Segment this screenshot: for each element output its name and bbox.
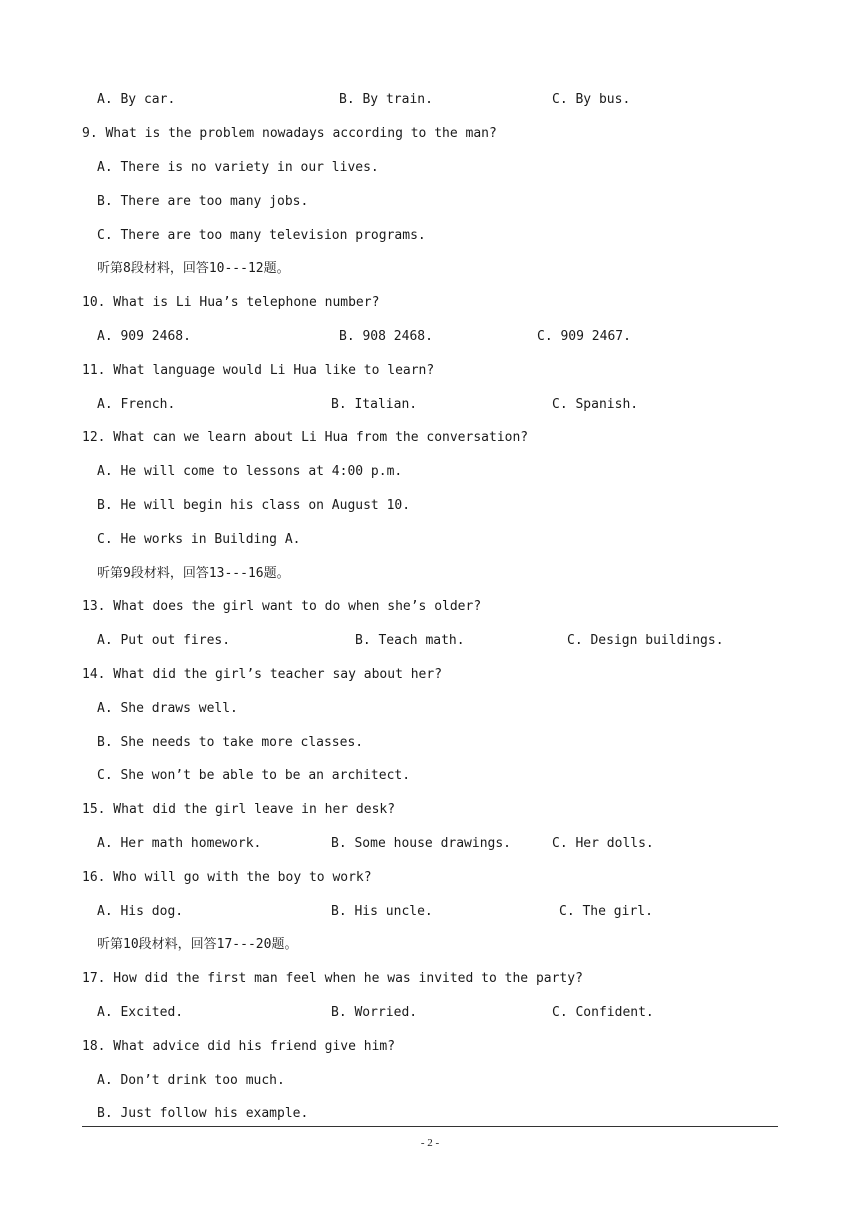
q13-option-b: B. Teach math. bbox=[355, 633, 465, 648]
section-10-heading: 听第10段材料，回答17---20题。 bbox=[97, 937, 298, 952]
q10-option-c: C. 909 2467. bbox=[537, 329, 631, 344]
q17-stem: 17. How did the first man feel when he was invited to the party? bbox=[82, 971, 583, 986]
q9-option-a: A. There is no variety in our lives. bbox=[97, 160, 379, 175]
q13-option-a: A. Put out fires. bbox=[97, 633, 231, 648]
q12-option-c: C. He works in Building A. bbox=[97, 532, 301, 547]
q12-option-a: A. He will come to lessons at 4:00 p.m. bbox=[97, 464, 403, 479]
section-8-heading: 听第8段材料，回答10---12题。 bbox=[97, 261, 290, 276]
q8-option-a: A. By car. bbox=[97, 92, 176, 107]
q15-stem: 15. What did the girl leave in her desk? bbox=[82, 802, 396, 817]
q9-option-b: B. There are too many jobs. bbox=[97, 194, 309, 209]
q12-stem: 12. What can we learn about Li Hua from the conversation? bbox=[82, 430, 529, 445]
q14-stem: 14. What did the girl’s teacher say about her? bbox=[82, 667, 443, 682]
page-number: - 2 - bbox=[420, 1137, 440, 1149]
q17-option-b: B. Worried. bbox=[331, 1005, 418, 1020]
footer-divider bbox=[82, 1126, 778, 1127]
q14-option-a: A. She draws well. bbox=[97, 701, 238, 716]
q16-option-b: B. His uncle. bbox=[331, 904, 433, 919]
q14-option-c: C. She won’t be able to be an architect. bbox=[97, 768, 411, 783]
q15-option-c: C. Her dolls. bbox=[552, 836, 654, 851]
q17-option-c: C. Confident. bbox=[552, 1005, 654, 1020]
q16-option-a: A. His dog. bbox=[97, 904, 184, 919]
q16-stem: 16. Who will go with the boy to work? bbox=[82, 870, 372, 885]
q10-option-a: A. 909 2468. bbox=[97, 329, 191, 344]
q11-option-a: A. French. bbox=[97, 397, 176, 412]
q8-option-c: C. By bus. bbox=[552, 92, 631, 107]
q14-option-b: B. She needs to take more classes. bbox=[97, 735, 364, 750]
q10-stem: 10. What is Li Hua’s telephone number? bbox=[82, 295, 380, 310]
q12-option-b: B. He will begin his class on August 10. bbox=[97, 498, 411, 513]
q16-option-c: C. The girl. bbox=[559, 904, 653, 919]
q18-option-a: A. Don’t drink too much. bbox=[97, 1073, 285, 1088]
q11-option-b: B. Italian. bbox=[331, 397, 418, 412]
q13-option-c: C. Design buildings. bbox=[567, 633, 724, 648]
q9-option-c: C. There are too many television programs. bbox=[97, 228, 426, 243]
q8-option-b: B. By train. bbox=[339, 92, 433, 107]
q13-stem: 13. What does the girl want to do when she’s older? bbox=[82, 599, 482, 614]
q18-option-b: B. Just follow his example. bbox=[97, 1106, 309, 1121]
q18-stem: 18. What advice did his friend give him? bbox=[82, 1039, 396, 1054]
q15-option-b: B. Some house drawings. bbox=[331, 836, 512, 851]
q9-stem: 9. What is the problem nowadays according to the man? bbox=[82, 126, 497, 141]
q15-option-a: A. Her math homework. bbox=[97, 836, 262, 851]
q11-stem: 11. What language would Li Hua like to learn? bbox=[82, 363, 435, 378]
q10-option-b: B. 908 2468. bbox=[339, 329, 433, 344]
q17-option-a: A. Excited. bbox=[97, 1005, 184, 1020]
q11-option-c: C. Spanish. bbox=[552, 397, 639, 412]
section-9-heading: 听第9段材料，回答13---16题。 bbox=[97, 566, 290, 581]
